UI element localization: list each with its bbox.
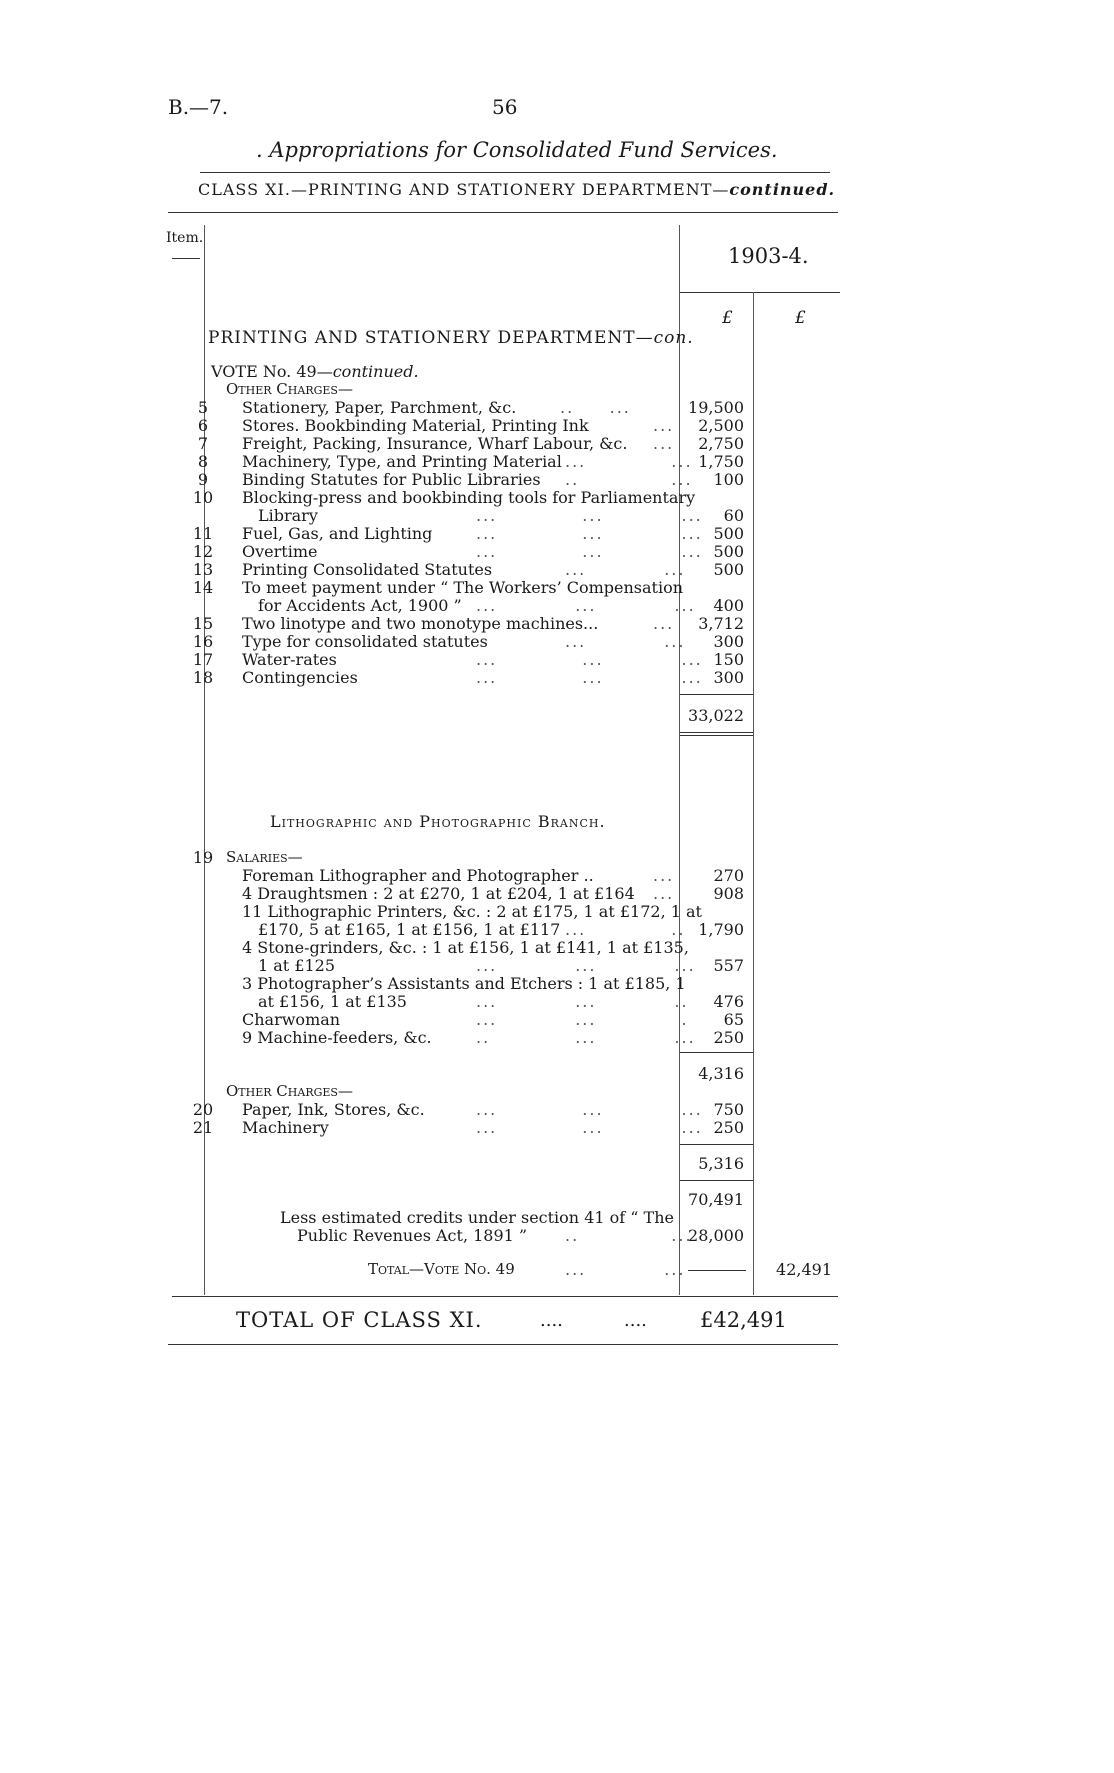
salary-amount: 270 — [713, 866, 744, 885]
other-charges-heading: Other Charges— — [226, 380, 353, 398]
department-heading — [208, 328, 694, 348]
leader-dots: ... ... ... — [476, 668, 703, 687]
footer-rule — [168, 1344, 838, 1345]
leader-dots: ... ... ... — [476, 650, 703, 669]
item-number: 10 — [192, 488, 214, 507]
item-description: Stationery, Paper, Parchment, &c. — [242, 398, 517, 417]
item-number: 16 — [192, 632, 214, 651]
item-amount: 2,750 — [698, 434, 744, 453]
item-amount: 500 — [713, 524, 744, 543]
item-description-cont: for Accidents Act, 1900 ” — [258, 596, 462, 615]
item-number: 8 — [197, 452, 209, 471]
item-number: 12 — [192, 542, 214, 561]
item-header-underline — [172, 258, 200, 259]
item-amount: 3,712 — [698, 614, 744, 633]
item-description: Printing Consolidated Statutes — [242, 560, 493, 579]
litho-heading: Lithographic and Photographic Branch. — [270, 812, 606, 831]
salary-description-cont: £170, 5 at £165, 1 at £156, 1 at £117 — [258, 920, 561, 939]
item-description: Machinery — [242, 1118, 329, 1137]
class-heading-cont: continued. — [729, 180, 836, 199]
class-total-value: £42,491 — [700, 1308, 787, 1332]
leader-dots: ... — [653, 884, 675, 903]
class-heading — [198, 180, 835, 199]
leader-dots: ... ... — [565, 452, 693, 471]
total-vote-label: Total—Vote No. 49 — [368, 1260, 515, 1278]
credits-text: Less estimated credits under section 41 of “ The — [280, 1208, 674, 1227]
page-ref: B.—7. — [168, 95, 229, 119]
subtotal-rule — [680, 694, 753, 695]
item-description: Freight, Packing, Insurance, Wharf Labour, &c. — [242, 434, 628, 453]
item-number: 20 — [192, 1100, 214, 1119]
salary-amount: 250 — [713, 1028, 744, 1047]
salary-description: Foreman Lithographer and Photographer .. — [242, 866, 594, 885]
page-number: 56 — [492, 95, 518, 119]
salaries-subtotal: 4,316 — [698, 1064, 744, 1083]
header-rule — [168, 212, 838, 213]
leader-dots: ... ... .. — [476, 992, 689, 1011]
item-number: 21 — [192, 1118, 214, 1137]
item-number: 6 — [197, 416, 209, 435]
leader-dots: ... — [653, 434, 675, 453]
item-description: Machinery, Type, and Printing Material — [242, 452, 562, 471]
item-amount: 300 — [713, 668, 744, 687]
item-description: Blocking-press and bookbinding tools for Parliamentary — [242, 488, 696, 507]
item-description: Overtime — [242, 542, 318, 561]
item-amount: 60 — [723, 506, 744, 525]
total-vote-dash — [688, 1270, 746, 1271]
item-column-header: Item. — [166, 230, 204, 246]
branch-subtotal-rule — [680, 1144, 753, 1145]
leader-dots: ... ... ... — [476, 596, 696, 615]
item-amount: 2,500 — [698, 416, 744, 435]
vote-heading — [211, 362, 419, 381]
gross-rule — [680, 1180, 753, 1181]
item-number: 11 — [192, 524, 214, 543]
item-description: Binding Statutes for Public Libraries — [242, 470, 541, 489]
year-header: 1903-4. — [728, 244, 809, 268]
leader-dots: ... ... — [565, 1260, 686, 1279]
item-number: 15 — [192, 614, 214, 633]
item-amount: 19,500 — [688, 398, 744, 417]
item-number: 5 — [197, 398, 209, 417]
leader-dots: ... ... . — [476, 1010, 689, 1029]
other-charges-heading-2: Other Charges— — [226, 1082, 353, 1100]
item-amount: 500 — [713, 560, 744, 579]
item-description: Two linotype and two monotype machines... — [242, 614, 599, 633]
leader-dots: ... — [653, 866, 675, 885]
vote-heading-cont: continued. — [332, 362, 419, 381]
item-amount: 150 — [713, 650, 744, 669]
salary-description: Charwoman — [242, 1010, 341, 1029]
leader-dots: ... ... ... — [476, 524, 703, 543]
salary-description: 4 Draughtsmen : 2 at £270, 1 at £204, 1 at £164 — [242, 884, 635, 903]
item-number: 18 — [192, 668, 214, 687]
vote-heading-text: VOTE No. 49— — [211, 362, 333, 381]
item-number: 19 — [192, 848, 214, 867]
salary-description: 3 Photographer’s Assistants and Etchers : 1 at £185, 1 — [242, 974, 686, 993]
leader-dots: .. ... — [565, 1226, 693, 1245]
item-amount: 300 — [713, 632, 744, 651]
salary-description: 11 Lithographic Printers, &c. : 2 at £175, 1 at £172, 1 at — [242, 902, 702, 921]
item-description: Stores. Bookbinding Material, Printing Ink — [242, 416, 589, 435]
item-amount: 500 — [713, 542, 744, 561]
subtotal-printing: 33,022 — [688, 706, 744, 725]
leader-dots: ... — [653, 416, 675, 435]
leader-dots: ... ... — [565, 632, 686, 651]
credits-text-cont: Public Revenues Act, 1891 ” — [297, 1226, 528, 1245]
leader-dots: ... — [653, 614, 675, 633]
branch-subtotal: 5,316 — [698, 1154, 744, 1173]
salary-description: 4 Stone-grinders, &c. : 1 at £156, 1 at £141, 1 at £135, — [242, 938, 689, 957]
item-amount: 100 — [713, 470, 744, 489]
salary-amount: 65 — [723, 1010, 744, 1029]
item-description: Fuel, Gas, and Lighting — [242, 524, 433, 543]
salaries-heading: Salaries— — [226, 848, 303, 866]
leader-dots: .. ... ... — [476, 1028, 696, 1047]
leader-dots: ... .. — [565, 920, 686, 939]
leader-dots: ... ... ... — [476, 542, 703, 561]
item-amount: 250 — [713, 1118, 744, 1137]
item-description: Contingencies — [242, 668, 358, 687]
leader-dots: .. ... — [560, 398, 631, 417]
salary-amount: 557 — [713, 956, 744, 975]
item-number: 14 — [192, 578, 214, 597]
item-description-cont: Library — [258, 506, 318, 525]
pound-sign-1: £ — [722, 308, 733, 328]
salaries-subtotal-rule — [680, 1052, 753, 1053]
subtotal-double-rule — [680, 732, 753, 733]
salary-description-cont: at £156, 1 at £135 — [258, 992, 407, 1011]
class-heading-text: CLASS XI.—PRINTING AND STATIONERY DEPARTMENT— — [198, 180, 730, 199]
item-amount: 750 — [713, 1100, 744, 1119]
class-total-dots-2: .... — [624, 1310, 647, 1331]
credits-amount: 28,000 — [688, 1226, 744, 1245]
leader-dots: ... ... ... — [476, 506, 703, 525]
salary-description: 9 Machine-feeders, &c. — [242, 1028, 432, 1047]
item-number: 17 — [192, 650, 214, 669]
item-description: Type for consolidated statutes — [242, 632, 488, 651]
leader-dots: ... ... — [565, 560, 686, 579]
item-description: Water-rates — [242, 650, 337, 669]
class-total-label: TOTAL OF CLASS XI. — [236, 1308, 483, 1332]
year-rule — [680, 292, 840, 293]
item-amount: 400 — [713, 596, 744, 615]
leader-dots: .. ... — [565, 470, 693, 489]
salary-amount: 908 — [713, 884, 744, 903]
table-bottom-rule — [172, 1296, 838, 1297]
department-heading-text: PRINTING AND STATIONERY DEPARTMENT— — [208, 328, 654, 348]
page-title: . Appropriations for Consolidated Fund Services. — [256, 138, 778, 162]
class-total-dots-1: .... — [540, 1310, 563, 1331]
item-number: 9 — [197, 470, 209, 489]
item-amount: 1,750 — [698, 452, 744, 471]
salary-amount: 476 — [713, 992, 744, 1011]
department-heading-cont: con. — [653, 328, 694, 348]
salary-amount: 1,790 — [698, 920, 744, 939]
salary-description-cont: 1 at £125 — [258, 956, 336, 975]
total-vote-amount: 42,491 — [776, 1260, 832, 1279]
leader-dots: ... ... ... — [476, 1100, 703, 1119]
leader-dots: ... ... ... — [476, 956, 696, 975]
gross-total: 70,491 — [688, 1190, 744, 1209]
item-number: 13 — [192, 560, 214, 579]
item-description: To meet payment under “ The Workers’ Compensation — [242, 578, 684, 597]
item-number: 7 — [197, 434, 209, 453]
item-description: Paper, Ink, Stores, &c. — [242, 1100, 425, 1119]
total-column-divider — [753, 292, 754, 1295]
title-rule — [200, 172, 830, 173]
leader-dots: ... ... ... — [476, 1118, 703, 1137]
subtotal-double-rule-2 — [680, 735, 753, 736]
pound-sign-2: £ — [795, 308, 806, 328]
